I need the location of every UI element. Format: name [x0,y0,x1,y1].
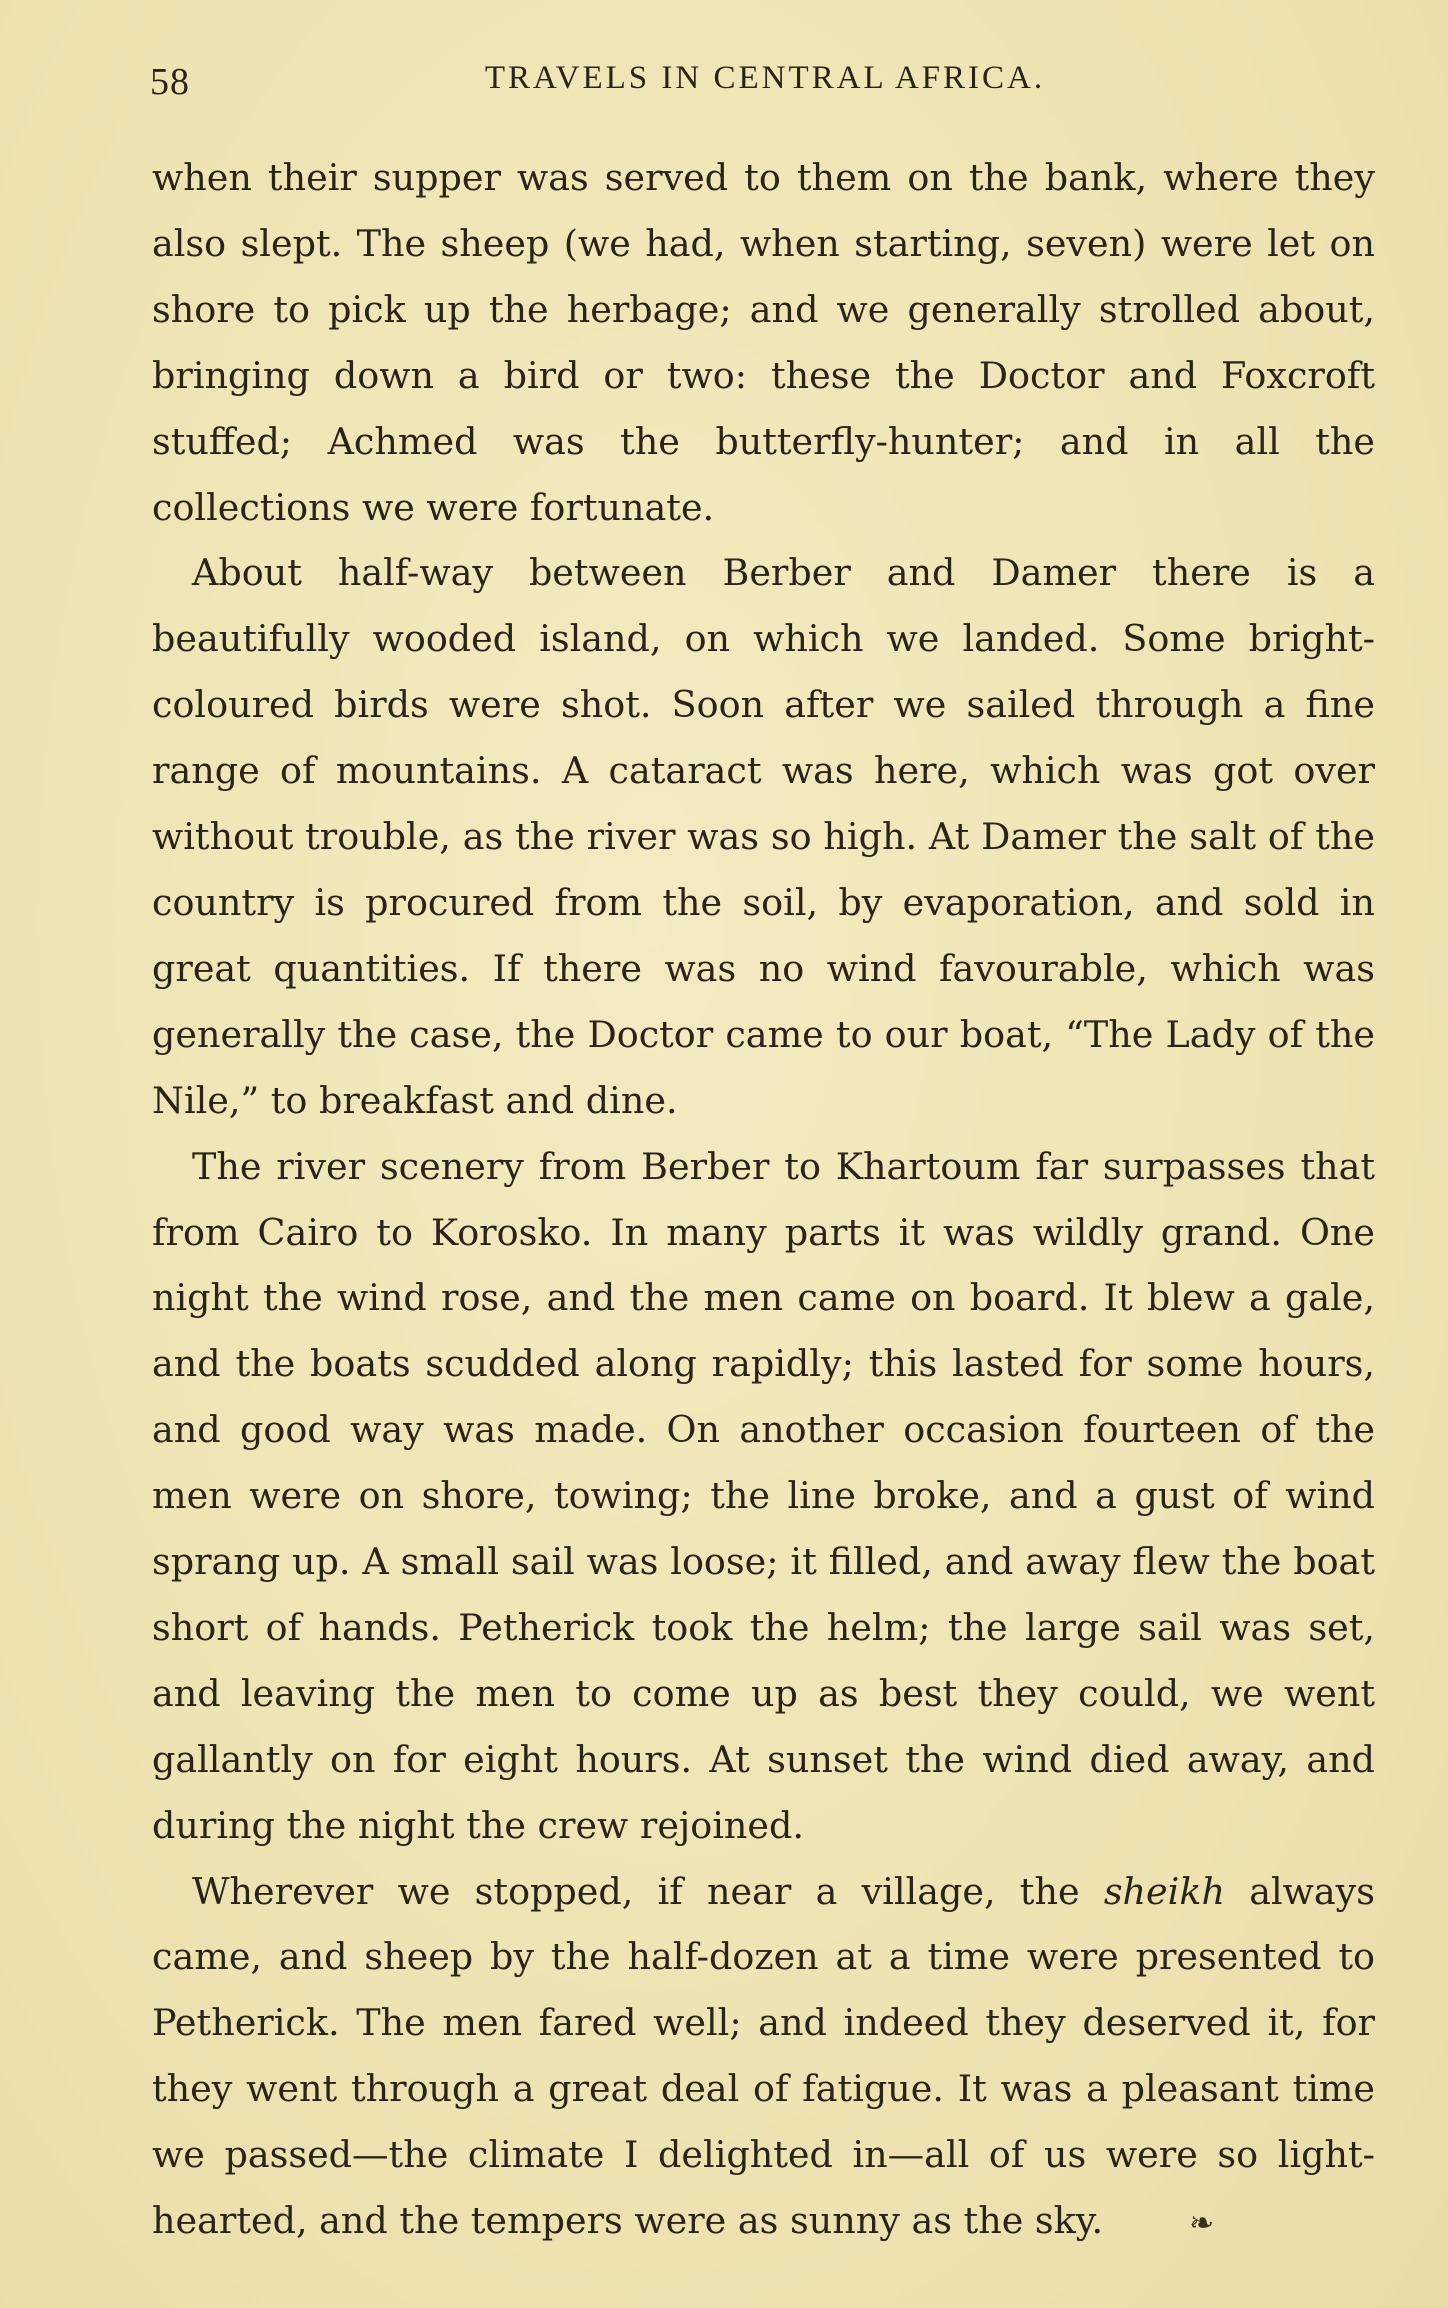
paragraph-3: The river scenery from Berber to Khartoum far surpasses that from Cairo to Korosko. In many parts it was wildly grand. One night the wind rose, and the men came on board. It blew a gale, and the boats scudded along rapidly; this lasted for some hours, and good way was made. On another occasion fourteen of the men were on shore, towing; the line broke, and a gust of wind sprang up. A small sail was loose; it filled, and away flew the boat short of hands. Petherick took the helm; the large sail was set, and leaving the men to come up as best they could, we went gallantly on for eight hours. At sunset the wind died away, and during the night the crew rejoined. [152,1144,1375,1847]
paragraph-4-text-end: always came, and sheep by the half-dozen at a time were presented to Petherick. The men fared well; and indeed they deserved it, for they went through a great deal of fatigue. It was a pleasant time we passed—the climate I delighted in—all of us were so light-hearted, and the tempers were as sunny as the sky. [152,1869,1375,2243]
fleuron-ornament-icon: ❧ [1189,2206,1215,2242]
paragraph-1: when their supper was served to them on the bank, where they also slept. The sheep (we had, when starting, seven) were let on shore to pick up the herbage; and we generally strolled about, bringing down a bird or two: these the Doctor and Foxcroft stuffed; Achmed was the butterfly-hunter; and in all the collections we were fortunate. [152,156,1375,529]
running-head: TRAVELS IN CENTRAL AFRICA. [484,60,1046,96]
body-text [152,145,1375,2257]
paragraph-4 [152,1859,1375,2257]
page-number: 58 [150,61,190,103]
italic-word-sheikh: sheikh [1103,1869,1225,1913]
paragraph-2: About half-way between Berber and Damer there is a beautifully wooded island, on which we landed. Some bright-coloured birds were shot. Soon after we sailed through a fine range of mountains. A cataract was here, which was got over without trouble, as the river was so high. At Damer the salt of the country is procured from the soil, by evaporation, and sold in great quantities. If there was no wind favourable, which was generally the case, the Doctor came to our boat, “The Lady of the Nile,” to breakfast and dine. [152,551,1375,1122]
paragraph-4-text-start: Wherever we stopped, if near a village, the [192,1869,1104,1913]
page-header [150,52,1380,112]
